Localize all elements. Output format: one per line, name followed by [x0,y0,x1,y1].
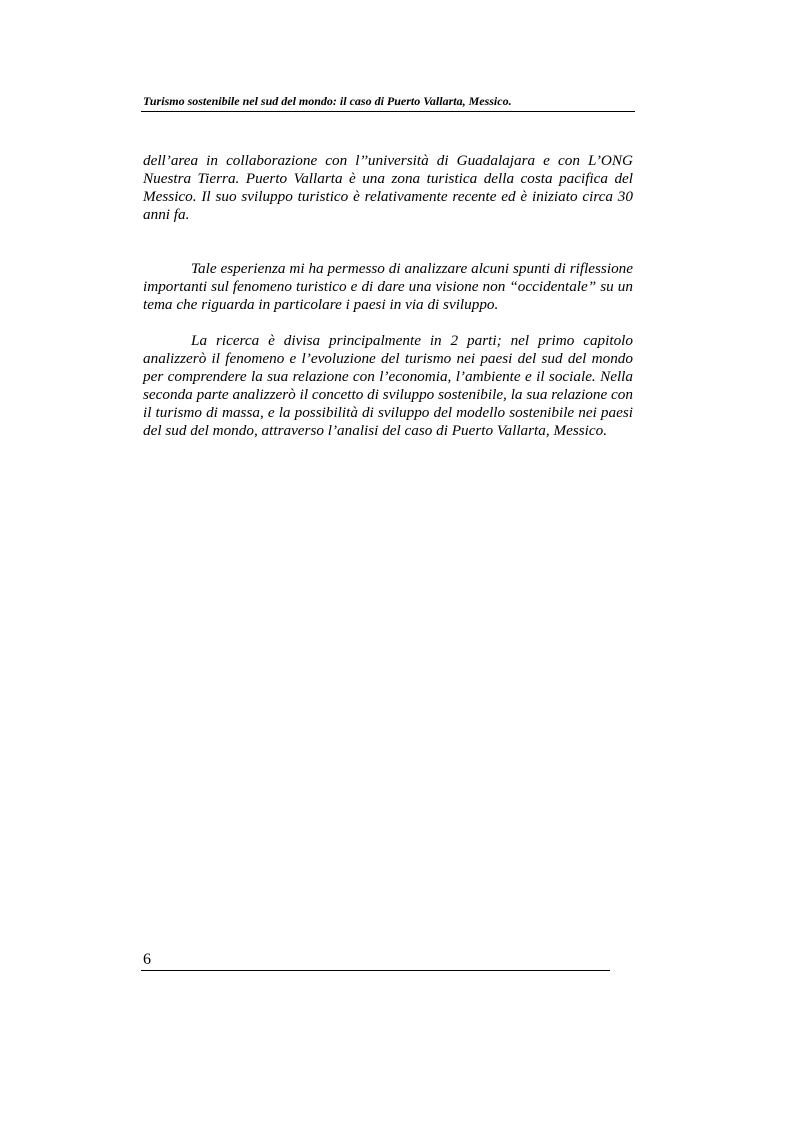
footer-divider [141,970,610,971]
paragraph-experience: Tale esperienza mi ha permesso di analizzare alcuni spunti di riflessione importanti sul fenomeno turistico e di dare una visione non “occidentale” su un tema che riguarda in particolare i paesi in via di sviluppo. [143,260,633,313]
running-header-title: Turismo sostenibile nel sud del mondo: il caso di Puerto Vallarta, Messico. [143,94,512,108]
header-divider [141,111,635,112]
page-number: 6 [143,951,151,968]
body-text [143,152,633,440]
paragraph-intro-continued: dell’area in collaborazione con l’’università di Guadalajara e con L’ONG Nuestra Tierra. Puerto Vallarta è una zona turistica della costa pacifica del Messico. Il suo sviluppo turistico è relativamente recente ed è iniziato circa 30 anni fa. [143,152,633,223]
paragraph-research-structure: La ricerca è divisa principalmente in 2 parti; nel primo capitolo analizzerò il fenomeno e l’evoluzione del turismo nei paesi del sud del mondo per comprendere la sua relazione con l’economia, l’ambiente e il sociale. Nella seconda parte analizzerò il concetto di sviluppo sostenibile, la sua relazione con il turismo di massa, e la possibilità di sviluppo del modello sostenibile nei paesi del sud del mondo, attraverso l’analisi del caso di Puerto Vallarta, Messico. [143,332,633,439]
